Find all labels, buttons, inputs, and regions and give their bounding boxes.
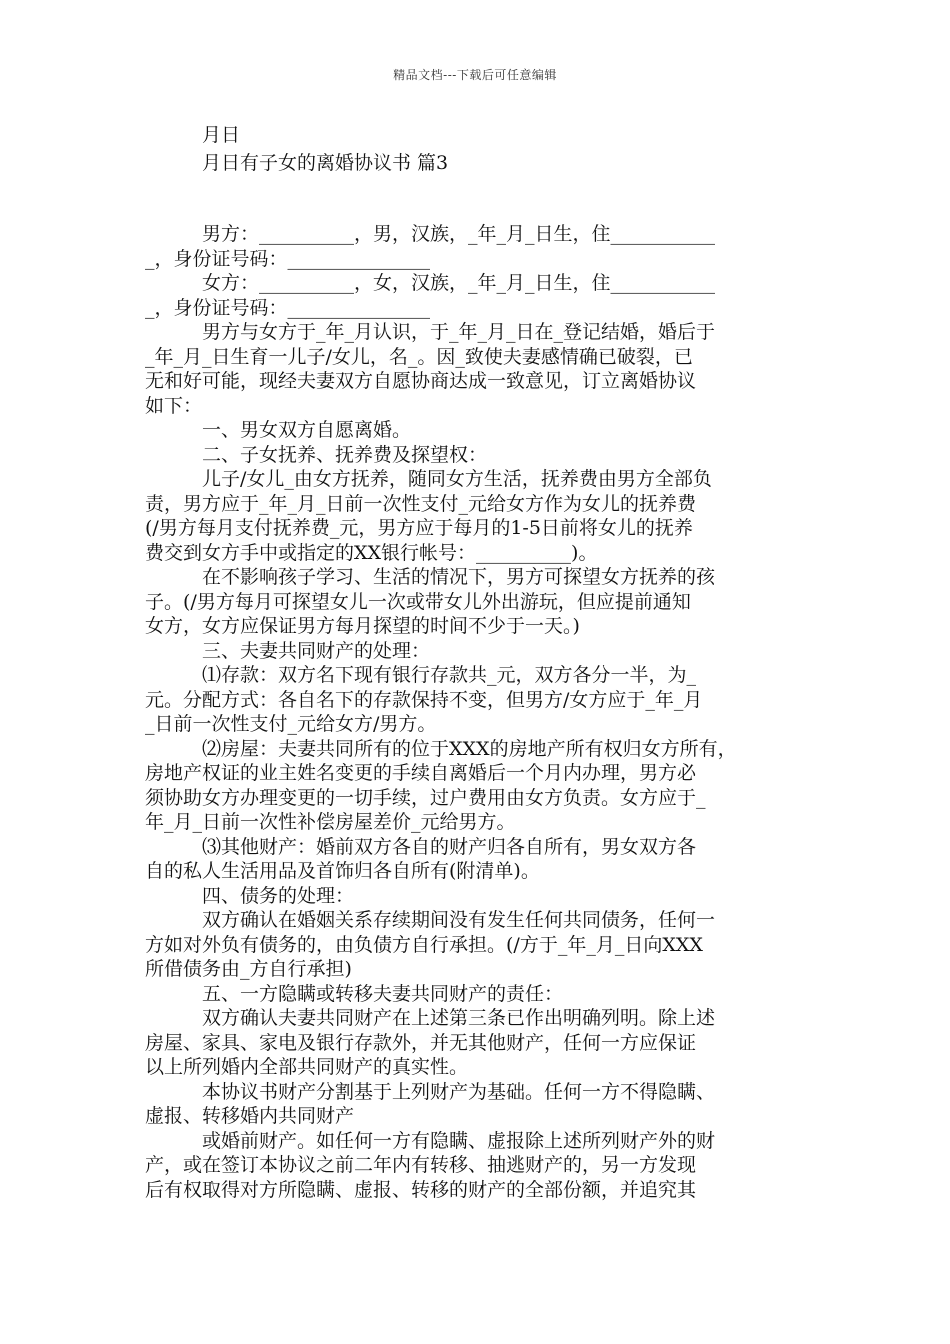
text-line: _，身份证号码：_______________ xyxy=(145,247,431,270)
text-line: 以上所列婚内全部共同财产的真实性。 xyxy=(145,1056,469,1078)
text-line: 四、债务的处理： xyxy=(202,884,355,907)
text-line: 一、男女双方自愿离婚。 xyxy=(202,419,412,441)
text-line: _年_月_日生育一儿子/女儿，名_。因_致使夫妻感情确已破裂，已 xyxy=(145,345,693,368)
text-line: 费交到女方手中或指定的XX银行帐号：__________)。 xyxy=(145,541,598,564)
text-line: 虚报、转移婚内共同财产 xyxy=(145,1105,355,1127)
page-header: 精品文档---下载后可任意编辑 xyxy=(393,68,557,82)
text-line: 双方确认夫妻共同财产在上述第三条已作出明确列明。除上述 xyxy=(202,1007,716,1029)
text-line: 本协议书财产分割基于上列财产为基础。任何一方不得隐瞒、 xyxy=(202,1080,716,1103)
title-block xyxy=(202,121,448,177)
text-line: 二、子女抚养、抚养费及探望权： xyxy=(202,443,488,466)
text-line: 年_月_日前一次性补偿房屋差价_元给男方。 xyxy=(145,811,516,833)
text-line: 房地产权证的业主姓名变更的手续自离婚后一个月内办理，男方必 xyxy=(145,762,697,784)
text-line: 无和好可能，现经夫妻双方自愿协商达成一致意见，订立离婚协议 xyxy=(145,370,697,392)
text-line: 三、夫妻共同财产的处理： xyxy=(202,639,431,662)
text-line: ⑴存款：双方名下现有银行存款共_元，双方各分一半，为_ xyxy=(202,664,697,686)
text-line: (/男方每月支付抚养费_元，男方应于每月的1-5日前将女儿的抚养 xyxy=(145,517,693,539)
text-line: 双方确认在婚姻关系存续期间没有发生任何共同债务，任何一 xyxy=(202,909,716,931)
text-line: _日前一次性支付_元给女方/男方。 xyxy=(145,713,437,735)
text-line: 自的私人生活用品及首饰归各自所有(附清单)。 xyxy=(145,860,540,882)
text-line: 责，男方应于_年_月_日前一次性支付_元给女方作为女儿的抚养费 xyxy=(145,492,697,515)
text-line: 五、一方隐瞒或转移夫妻共同财产的责任： xyxy=(202,982,564,1005)
text-line: 男方与女方于_年_月认识，于_年_月_日在_登记结婚，婚后于 xyxy=(202,321,716,343)
text-line: 女方：__________，女，汉族，_年_月_日生，住___________ xyxy=(202,272,716,294)
agreement-body xyxy=(145,222,820,1202)
text-line: 所借债务由_方自行承担) xyxy=(145,958,352,980)
text-line: ⑵房屋：夫妻共同所有的位于XXX的房地产所有权归女方所有， xyxy=(202,737,737,760)
text-line: 男方：__________，男，汉族，_年_月_日生，住___________ xyxy=(202,223,716,245)
document-title: 月日有子女的离婚协议书 篇3 xyxy=(202,152,449,174)
text-line: 产，或在签订本协议之前二年内有转移、抽逃财产的，另一方发现 xyxy=(145,1154,697,1176)
text-line: 如下： xyxy=(145,394,203,417)
text-line: _，身份证号码：_______________ xyxy=(145,296,431,319)
text-line: ⑶其他财产：婚前双方各自的财产归各自所有，男女双方各 xyxy=(202,835,697,858)
text-line: 方如对外负有债务的，由负债方自行承担。(/方于_年_月_日向XXX xyxy=(145,933,703,956)
text-line: 后有权取得对方所隐瞒、虚报、转移的财产的全部份额，并追究其 xyxy=(145,1178,697,1201)
text-line: 女方，女方应保证男方每月探望的时间不少于一天。) xyxy=(145,615,580,637)
text-line: 或婚前财产。如任何一方有隐瞒、虚报除上述所列财产外的财 xyxy=(202,1129,716,1152)
text-line: 子。(/男方每月可探望女儿一次或带女儿外出游玩，但应提前通知 xyxy=(145,590,691,613)
text-line: 须协助女方办理变更的一切手续，过户费用由女方负责。女方应于_ xyxy=(145,786,706,809)
text-line: 元。分配方式：各自名下的存款保持不变，但男方/女方应于_年_月 xyxy=(145,688,703,711)
text-line: 在不影响孩子学习、生活的情况下，男方可探望女方抚养的孩 xyxy=(202,566,716,588)
title-line-date: 月日 xyxy=(202,124,241,146)
text-line: 儿子/女儿_由女方抚养，随同女方生活，抚养费由男方全部负 xyxy=(202,468,712,490)
text-line: 房屋、家具、家电及银行存款外，并无其他财产，任何一方应保证 xyxy=(145,1031,697,1054)
